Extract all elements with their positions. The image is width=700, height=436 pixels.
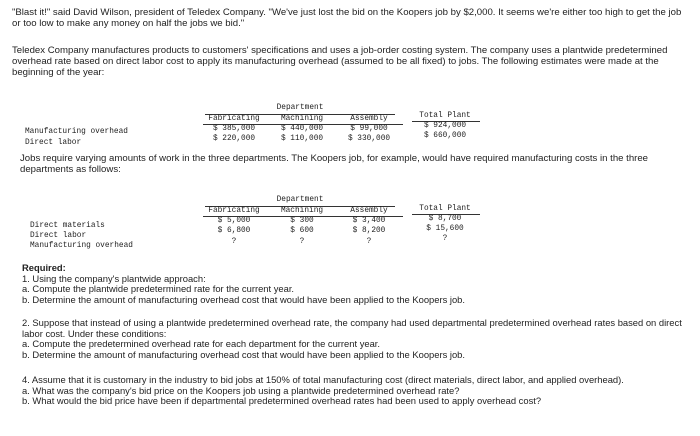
table1-col-assembly: Assembly (350, 115, 388, 123)
question-4-block (22, 375, 682, 407)
table2-cell: ? (231, 238, 237, 246)
table1-cell: $ 924,000 (423, 122, 467, 130)
question-4: 4. Assume that it is customary in the industry to bid jobs at 150% of total manufacturing cost (direct materials, direct labor, and applied overhead). (22, 374, 624, 385)
table2-col-fabricating: Fabricating (208, 207, 260, 215)
table2-row-label: Direct labor (30, 232, 87, 240)
table1-cell: $ 440,000 (280, 125, 324, 133)
question-4a: a. What was the company's bid price on the Koopers job using a plantwide predetermined overhead rate? (22, 384, 460, 396)
table1-group-header: Department (276, 104, 324, 112)
table2-cell: ? (299, 238, 305, 246)
table1-cell: $ 385,000 (212, 125, 256, 133)
required-heading: Required: (22, 262, 66, 273)
table2-cell: $ 8,700 (428, 215, 462, 223)
question-2b: b. Determine the amount of manufacturing overhead cost that would have been applied to the Koopers job. (22, 348, 465, 360)
question-2-block (22, 318, 682, 360)
table2-row-label: Manufacturing overhead (30, 242, 133, 250)
intro-paragraph-3: Jobs require varying amounts of work in the three departments. The Koopers job, for example, would have required manufacturing costs in the three departments as follows: (20, 153, 649, 176)
question-4b: b. What would the bid price have been if departmental predetermined overhead rates had been used to apply overhead cost? (22, 395, 542, 407)
table1-col-machining: Machining (280, 115, 324, 123)
table2-cell: ? (366, 238, 372, 246)
table1-cell: $ 330,000 (347, 135, 391, 143)
intro-paragraph-1: "Blast it!" said David Wilson, president of Teledex Company. "We've just lost the bid on the Koopers job by $2,000. It seems we're either too high to get the job or too low to make any money on half the jobs we bid." (12, 7, 682, 30)
intro-paragraph-2: Teledex Company manufactures products to customers' specifications and uses a job-order costing system. The company uses a plantwide predetermined overhead rate based on direct labor cost to apply its manufacturing overhead (assumed to be all fixed) to jobs. The following estimates were made at the beginning of the year: (12, 45, 668, 79)
table2-cell: ? (442, 235, 448, 243)
table2-cell: $ 15,600 (426, 225, 464, 233)
table2-group-header: Department (276, 196, 324, 204)
table2-cell: $ 6,800 (217, 227, 251, 235)
table1-cell: $ 220,000 (212, 135, 256, 143)
table2-col-assembly: Assembly (350, 207, 388, 215)
table2-col-total: Total Plant (419, 205, 471, 213)
table2-cell: $ 8,200 (352, 227, 386, 235)
required-section (22, 263, 682, 305)
table2-cell: $ 3,400 (352, 217, 386, 225)
question-1b: b. Determine the amount of manufacturing overhead cost that would have been applied to the Koopers job. (22, 293, 465, 305)
table2-cell: $ 600 (290, 227, 314, 235)
question-1a: a. Compute the plantwide predetermined rate for the current year. (22, 283, 295, 295)
table2-row-label: Direct materials (30, 222, 105, 230)
table1-col-total: Total Plant (419, 112, 471, 120)
table1-cell: $ 110,000 (280, 135, 324, 143)
table2-col-machining: Machining (280, 207, 324, 215)
question-1: 1. Using the company's plantwide approach: (22, 272, 206, 284)
table1-row-label: Manufacturing overhead (25, 128, 128, 136)
table1-cell: $ 660,000 (423, 132, 467, 140)
table1-cell: $ 99,000 (350, 125, 388, 133)
table2-cell: $ 5,000 (217, 217, 251, 225)
question-2a: a. Compute the predetermined overhead rate for each department for the current year. (22, 338, 381, 350)
table1-row-label: Direct labor (25, 139, 82, 147)
question-2: 2. Suppose that instead of using a plantwide predetermined overhead rate, the company had used departmental predetermined overhead rates based on direct labor cost. Under these conditions: (22, 317, 682, 339)
table2-cell: $ 300 (290, 217, 314, 225)
table1-col-fabricating: Fabricating (208, 115, 260, 123)
